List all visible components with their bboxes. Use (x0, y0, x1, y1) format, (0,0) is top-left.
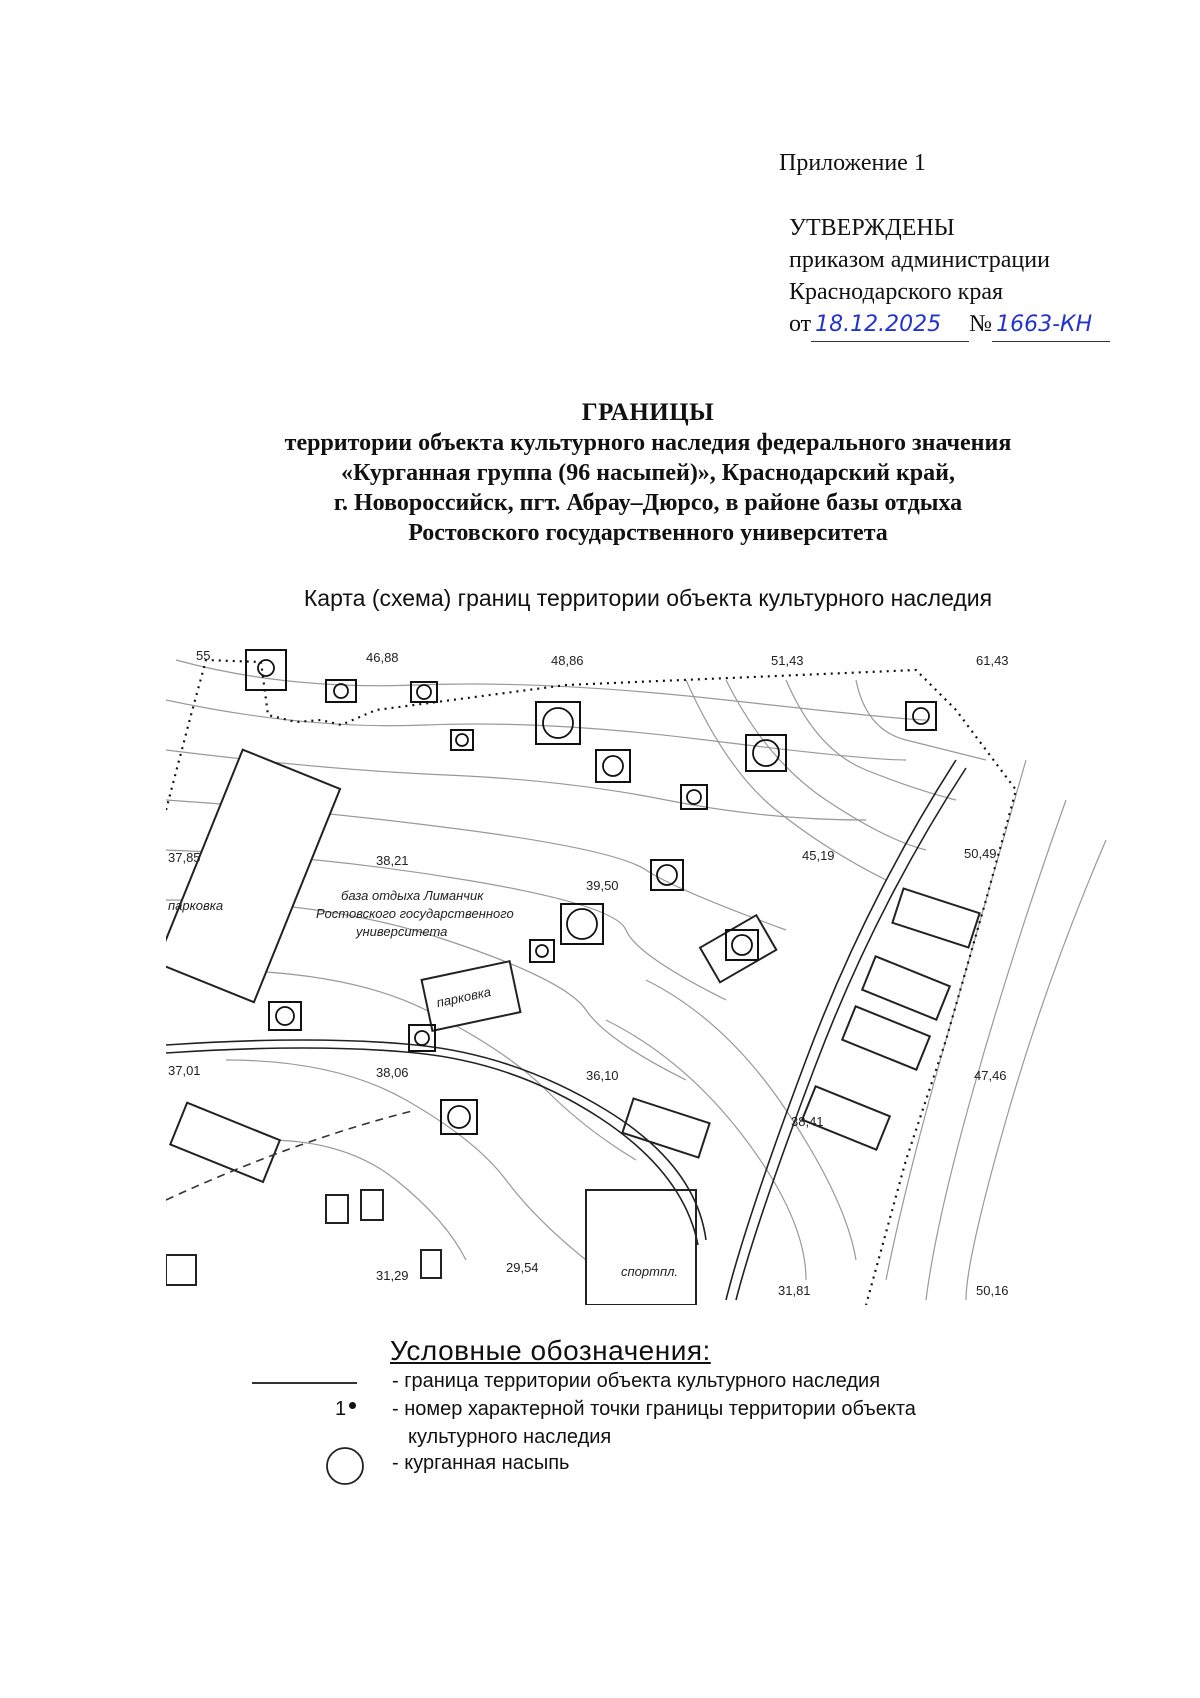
mound-circle-icon (320, 1446, 370, 1486)
point-dot-icon (349, 1402, 356, 1409)
parking-label: парковка (435, 983, 493, 1011)
approval-block (789, 212, 1110, 342)
elevation: 38,06 (376, 1065, 409, 1080)
approval-line-2: Краснодарского края (789, 279, 1004, 305)
map-caption: Карта (схема) границ территории объекта культурного наследия (303, 585, 993, 611)
legend-point-symbol (335, 1398, 356, 1421)
approval-number: 1663-КН (996, 312, 1093, 337)
approval-date: 18.12.2025 (815, 312, 942, 337)
elevation: 29,54 (506, 1260, 539, 1275)
title-line-1: ГРАНИЦЫ (581, 399, 715, 426)
elevation: 47,46 (974, 1068, 1007, 1083)
base-label-3: университета (356, 924, 448, 939)
base-label-2: Ростовского государственного (316, 906, 514, 921)
title-line-2: территории объекта культурного наследия федерального значения (284, 430, 1012, 456)
legend-item-mound: - курганная насыпь (392, 1452, 570, 1474)
from-label: от (789, 311, 812, 337)
parking-label: парковка (168, 898, 224, 913)
elevation: 38,21 (376, 853, 409, 868)
buildings (166, 750, 980, 1305)
number-label: № (969, 311, 993, 337)
title-line-5: Ростовского государственного университета (408, 520, 888, 546)
document-title (150, 398, 1146, 548)
elevation: 39,50 (586, 878, 619, 893)
elevation: 50,49 (964, 846, 997, 861)
appendix-label: Приложение 1 (779, 150, 926, 176)
boundary-map (166, 640, 1120, 1305)
legend-boundary-line (252, 1382, 357, 1384)
elevation: 37,85 (168, 850, 201, 865)
elevation: 38,41 (791, 1114, 824, 1129)
legend-item-point-cont: культурного наследия (408, 1426, 612, 1448)
legend-item-boundary: - граница территории объекта культурного наследия (392, 1370, 881, 1392)
legend-title: Условные обозначения: (390, 1335, 711, 1366)
sport-label: спортпл. (621, 1264, 679, 1279)
elevation: 37,01 (168, 1063, 201, 1078)
elevation: 48,86 (551, 653, 584, 668)
title-line-4: г. Новороссийск, пгт. Абрау–Дюрсо, в районе базы отдыха (333, 490, 963, 516)
approval-line-1: приказом администрации (789, 247, 1050, 273)
approval-date-line (789, 308, 1110, 342)
approval-heading: УТВЕРЖДЕНЫ (789, 215, 955, 241)
elevation: 36,10 (586, 1068, 619, 1083)
legend-item-point: - номер характерной точки границы территории объекта (392, 1398, 916, 1420)
legend-point-number: 1 (335, 1398, 347, 1420)
elevation: 61,43 (976, 653, 1009, 668)
title-line-3: «Курганная группа (96 насыпей)», Краснодарский край, (341, 460, 955, 486)
elevation: 55 (196, 648, 211, 663)
elevation: 45,19 (802, 848, 835, 863)
elevation: 31,81 (778, 1283, 811, 1298)
elevation: 50,16 (976, 1283, 1009, 1298)
elevation: 46,88 (366, 650, 399, 665)
elevation: 51,43 (771, 653, 804, 668)
base-label-1: база отдыха Лиманчик (341, 888, 484, 903)
elevation: 31,29 (376, 1268, 409, 1283)
